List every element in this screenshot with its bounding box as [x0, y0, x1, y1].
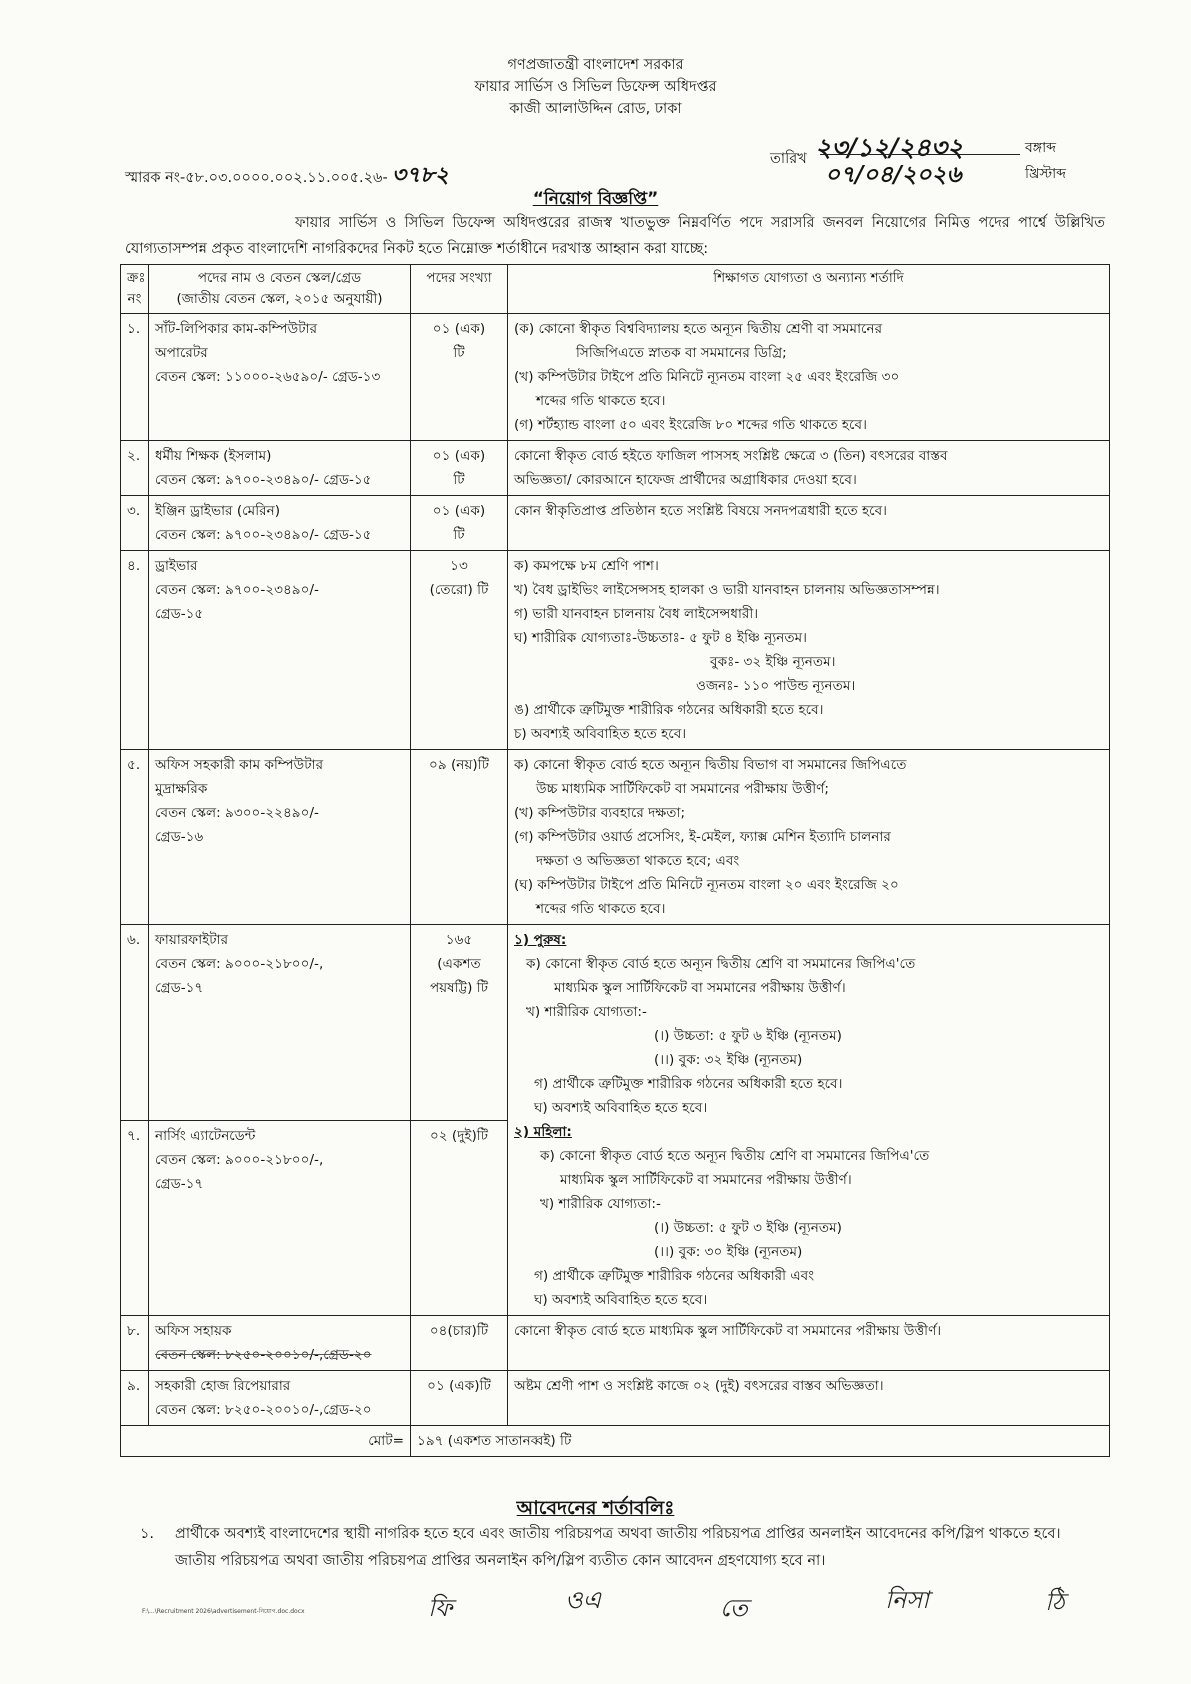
qual-line: (।।) বুক: ৩০ ইঞ্চি (ন্যূনতম) [654, 1244, 803, 1260]
qual-line: ক) কমপক্ষে ৮ম শ্রেণি পাশ। [514, 558, 659, 574]
pay-scale: বেতন স্কেল: ৯০০০-২১৮০০/-, [155, 1151, 324, 1168]
header-serial: ক্রঃ নং [121, 265, 149, 314]
count-value: ০২ (দুই)টি [429, 1127, 489, 1144]
row-qualification [508, 496, 1110, 551]
qual-line: খ) শারীরিক যোগ্যতা:- [540, 1196, 661, 1212]
qual-line: ক) কোনো স্বীকৃত বোর্ড হতে অন্যূন দ্বিতীয় শ্রেণি বা সমমানের জিপিএ'তে [526, 956, 916, 972]
grade: গ্রেড-১৬ [155, 829, 204, 845]
header-qualification: শিক্ষাগত যোগ্যতা ও অন্যান্য শর্তাদি [508, 265, 1110, 314]
total-row [121, 1426, 1110, 1457]
row-post [149, 1120, 411, 1316]
row-serial: ৩. [121, 496, 149, 551]
row-serial: ৭. [121, 1120, 149, 1316]
table-row [121, 441, 1110, 496]
qual-line: গ) ভারী যানবাহন চালনায় বৈধ লাইসেন্সধারী। [514, 606, 759, 622]
post-name-cont: মুদ্রাক্ষরিক [155, 781, 208, 797]
total-label: মোট= [121, 1426, 411, 1457]
pay-scale: বেতন স্কেল: ১১০০০-২৬৫৯০/- গ্রেড-১৩ [155, 369, 381, 385]
count-value: ১৩ [450, 558, 468, 574]
qual-line: দক্ষতা ও অভিজ্ঞতা থাকতে হবে; এবং [536, 853, 740, 869]
table-row [121, 314, 1110, 441]
pay-scale: বেতন স্কেল: ৯০০০-২১৮০০/-, [155, 956, 324, 972]
condition-text: প্রার্থীকে অবশ্যই বাংলাদেশের স্থায়ী নাগরিক হতে হবে এবং জাতীয় পরিচয়পত্র অথবা জাতীয় পরিচয়পত্র প্রাপ্তির অনলাইন আবেদনের কপি/স্লিপ থাকতে হবে। জাতীয় পরিচয়পত্র অথবা জাতীয় পরিচয়পত্র প্রাপ্তির অনলাইন কপি/স্লিপ ব্যতীত কোন আবেদন গ্রহণযোগ্য হবে না। [175, 1526, 1061, 1569]
row-count [411, 750, 508, 925]
row-count [411, 1120, 508, 1316]
count-unit: (তেরো) টি [429, 582, 489, 598]
qual-line: অষ্টম শ্রেণী পাশ ও সংশ্লিষ্ট কাজে ০২ (দুই) বৎসরের বাস্তব অভিজ্ঞতা। [514, 1378, 884, 1394]
row-count [411, 314, 508, 441]
post-name: ধর্মীয় শিক্ষক (ইসলাম) [155, 448, 272, 464]
row-serial: ৬. [121, 925, 149, 1121]
post-name: সহকারী হোজ রিপেয়ারার [155, 1378, 291, 1394]
date-divider [820, 154, 1020, 155]
count-unit: টি [453, 472, 465, 488]
pay-scale: বেতন স্কেল: ৯৭০০-২৩৪৯০/- [155, 582, 319, 598]
count-value: ০৪(চার)টি [429, 1323, 489, 1339]
notice-title-text: “নিয়োগ বিজ্ঞপ্তি” [532, 189, 659, 209]
qual-line: শব্দের গতি থাকতে হবে। [536, 901, 666, 917]
qual-line: (।।) বুক: ৩২ ইঞ্চি (ন্যূনতম) [654, 1052, 803, 1068]
date-bangla: ২৩/১২/২৪৩২ [815, 133, 964, 162]
total-value: ১৯৭ (একশত সাতানব্বই) টি [411, 1426, 1110, 1457]
qual-line: (।) উচ্চতা: ৫ ফুট ৩ ইঞ্চি (ন্যূনতম) [654, 1220, 842, 1236]
post-name: ফায়ারফাইটার [155, 932, 229, 948]
pay-scale: বেতন স্কেল: ৮২৫০-২০০১০/-,গ্রেড-২০ [155, 1402, 372, 1418]
row-count [411, 1316, 508, 1371]
table-row [121, 496, 1110, 551]
qual-line: ঘ) অবশ্যই অবিবাহিত হতে হবে। [534, 1100, 708, 1116]
qual-line: শব্দের গতি থাকতে হবে। [536, 393, 666, 409]
signature: ওএ [565, 1586, 601, 1614]
qual-line: মাধ্যমিক স্কুল সার্টিফিকেট বা সমমানের পরীক্ষায় উত্তীর্ণ। [560, 1172, 852, 1188]
date-bangla-era: বঙ্গাব্দ [1025, 140, 1056, 156]
table-row [121, 925, 1110, 1121]
qual-line: মাধ্যমিক স্কুল সার্টিফিকেট বা সমমানের পরীক্ষায় উত্তীর্ণ। [554, 980, 846, 996]
row-post [149, 750, 411, 925]
conditions-title-text: আবেদনের শর্তাবলিঃ [516, 1497, 675, 1519]
grade: গ্রেড-১৭ [155, 1175, 204, 1192]
count-value-cont: (একশত [437, 956, 481, 972]
post-name: ইঞ্জিন ড্রাইভার (মেরিন) [155, 503, 281, 519]
table-row [121, 1371, 1110, 1426]
count-unit: পয়ষট্টি) টি [429, 980, 489, 996]
qual-line: (ঘ) কম্পিউটার টাইপে প্রতি মিনিটে ন্যূনতম বাংলা ২০ এবং ইংরেজি ২০ [514, 877, 899, 893]
intro-paragraph: ফায়ার সার্ভিস ও সিভিল ডিফেন্স অধিদপ্তরের রাজস্ব খাতভুক্ত নিম্নবর্ণিত পদে সরাসরি জনবল নিয়োগের নিমিত্ত পদের পার্শ্বে উল্লিখিত যোগ্যতাসম্পন্ন প্রকৃত বাংলাদেশি নাগরিকদের নিকট হতে নিম্নোক্ত শর্তাধীনে দরখাস্ত আহ্বান করা যাচ্ছে: [125, 215, 1105, 257]
post-name: অফিস সহায়ক [155, 1323, 232, 1339]
row-post [149, 1316, 411, 1371]
female-heading: ২) মহিলা: [514, 1124, 572, 1140]
grade: গ্রেড-১৫ [155, 606, 204, 622]
grade: গ্রেড-১৭ [155, 980, 204, 996]
row-count [411, 551, 508, 750]
footer-file-path: F:\...\Recruitment 2026\advertisement-নিয়োগ.doc.docx [142, 1608, 305, 1615]
date-english: ০৭/০৪/২০২৬ [825, 161, 962, 188]
male-heading: ১) পুরুষ: [514, 932, 567, 948]
signature: ঠি [1045, 1588, 1065, 1616]
header-count: পদের সংখ্যা [411, 265, 508, 314]
qual-line: ঘ) শারীরিক যোগ্যতাঃ-উচ্চতাঃ- ৫ ফুট ৪ ইঞ্চি ন্যূনতম। [514, 630, 807, 646]
post-name: ড্রাইভার [155, 558, 198, 574]
qual-line: ঙ) প্রার্থীকে ত্রুটিমুক্ত শারীরিক গঠনের অধিকারী হতে হবে। [514, 702, 824, 718]
count-value: ০১ (এক) [432, 321, 486, 337]
qual-line: খ) শারীরিক যোগ্যতা:- [526, 1004, 647, 1020]
qual-line: সিজিপিএতে স্নাতক বা সমমানের ডিগ্রি; [576, 345, 787, 361]
row-serial: ৮. [121, 1316, 149, 1371]
pay-scale: বেতন স্কেল: ৯৭০০-২৩৪৯০/- গ্রেড-১৫ [155, 527, 372, 543]
qual-line: উচ্চ মাধ্যমিক সার্টিফিকেট বা সমমানের পরীক্ষায় উত্তীর্ণ; [536, 781, 829, 797]
department-address: কাজী আলাউদ্দিন রোড, ঢাকা [509, 101, 682, 117]
qual-line: (।) উচ্চতা: ৫ ফুট ৬ ইঞ্চি (ন্যূনতম) [654, 1028, 842, 1044]
row-post [149, 1371, 411, 1426]
qual-line: কোনো স্বীকৃত বোর্ড হতে মাধ্যমিক স্কুল সার্টিফিকেট বা সমমানের পরীক্ষায় উত্তীর্ণ। [514, 1323, 942, 1339]
condition-number: ১. [140, 1526, 155, 1542]
signature: নিসা [885, 1586, 930, 1614]
qual-line: (ক) কোনো স্বীকৃত বিশ্ববিদ্যালয় হতে অন্যূন দ্বিতীয় শ্রেণী বা সমমানের [514, 321, 883, 337]
count-unit: টি [453, 527, 465, 543]
qual-line: (খ) কম্পিউটার টাইপে প্রতি মিনিটে ন্যূনতম বাংলা ২৫ এবং ইংরেজি ৩০ [514, 369, 900, 385]
qual-line: ক) কোনো স্বীকৃত বোর্ড হতে অন্যূন দ্বিতীয় শ্রেণি বা সমমানের জিপিএ'তে [540, 1148, 930, 1164]
row-serial: ২. [121, 441, 149, 496]
header-post [149, 265, 411, 314]
count-value: ০১ (এক) [432, 448, 486, 464]
vacancy-table [120, 264, 1110, 1457]
row-qualification [508, 750, 1110, 925]
row-post [149, 314, 411, 441]
pay-scale: বেতন স্কেল: ৯৩০০-২২৪৯০/- [155, 805, 319, 821]
table-header-row [121, 265, 1110, 314]
qual-line: (খ) কম্পিউটার ব্যবহারে দক্ষতা; [514, 805, 686, 821]
qual-line: গ) প্রার্থীকে ত্রুটিমুক্ত শারীরিক গঠনের অধিকারী হতে হবে। [534, 1076, 843, 1092]
row-qualification [508, 551, 1110, 750]
date-label: তারিখ [770, 151, 807, 167]
table-row [121, 750, 1110, 925]
row-post [149, 925, 411, 1121]
count-unit: টি [453, 345, 465, 361]
govt-name: গণপ্রজাতন্ত্রী বাংলাদেশ সরকার [507, 57, 684, 73]
qual-line: বুকঃ- ৩২ ইঞ্চি ন্যূনতম। [710, 654, 836, 670]
qual-line: চ) অবশ্যই অবিবাহিত হতে হবে। [514, 726, 687, 742]
row-count [411, 925, 508, 1121]
date-english-era: খ্রিস্টাব্দ [1025, 166, 1067, 182]
row-qualification [508, 441, 1110, 496]
qual-line: ঘ) অবশ্যই অবিবাহিত হতে হবে। [534, 1292, 708, 1308]
header-post-line2: (জাতীয় বেতন স্কেল, ২০১৫ অনুযায়ী) [176, 291, 383, 307]
qual-line: ওজনঃ- ১১০ পাউন্ড ন্যূনতম। [696, 678, 856, 694]
row-count [411, 1371, 508, 1426]
signature: তে [720, 1594, 748, 1622]
pay-scale: বেতন স্কেল: ৮২৫০-২০০১০/-,গ্রেড-২০ [155, 1347, 372, 1363]
row-serial: ১. [121, 314, 149, 441]
post-name: সাঁট-লিপিকার কাম-কম্পিউটার [155, 321, 318, 337]
pay-scale: বেতন স্কেল: ৯৭০০-২৩৪৯০/- গ্রেড-১৫ [155, 472, 372, 488]
header-post-line1: পদের নাম ও বেতন স্কেল/গ্রেড [197, 270, 362, 286]
row-count [411, 441, 508, 496]
qual-line: গ) প্রার্থীকে ত্রুটিমুক্ত শারীরিক গঠনের অধিকারী এবং [534, 1268, 815, 1284]
count-value: ০১ (এক)টি [427, 1378, 491, 1394]
row-serial: ৪. [121, 551, 149, 750]
qual-line: খ) বৈধ ড্রাইভিং লাইসেন্সসহ হালকা ও ভারী যানবাহন চালনায় অভিজ্ঞতাসম্পন্ন। [514, 582, 940, 598]
qual-line: অভিজ্ঞতা/ কোরআনে হাফেজ প্রার্থীদের অগ্রাধিকার দেওয়া হবে। [514, 472, 857, 488]
post-name: নার্সিং এ্যাটেনডেন্ট [155, 1127, 256, 1144]
row-post [149, 551, 411, 750]
row-serial: ৯. [121, 1371, 149, 1426]
row-post [149, 496, 411, 551]
row-qualification [508, 1316, 1110, 1371]
row-serial: ৫. [121, 750, 149, 925]
row-qualification [508, 314, 1110, 441]
count-value: ১৬৫ [445, 932, 473, 948]
count-value: ০৯ (নয়)টি [428, 757, 489, 773]
post-name-cont: অপারেটর [155, 345, 208, 361]
memo-prefix: স্মারক নং-৫৮.০৩.০০০০.০০২.১১.০০৫.২৬- [125, 170, 388, 186]
table-row [121, 1316, 1110, 1371]
qual-line: (গ) কম্পিউটার ওয়ার্ড প্রসেসিং, ই-মেইল, ফ্যাক্স মেশিন ইত্যাদি চালনার [514, 829, 891, 845]
qual-line: (গ) শর্টহ্যান্ড বাংলা ৫০ এবং ইংরেজি ৮০ শব্দের গতি থাকতে হবে। [514, 417, 867, 433]
condition-item [140, 1521, 1100, 1575]
department-name: ফায়ার সার্ভিস ও সিভিল ডিফেন্স অধিদপ্তর [474, 79, 717, 95]
qual-line: ক) কোনো স্বীকৃত বোর্ড হতে অন্যূন দ্বিতীয় বিভাগ বা সমমানের জিপিএতে [514, 757, 907, 773]
row-count [411, 496, 508, 551]
memo-handwritten-number: ৩৭৮২ [391, 162, 449, 188]
qual-line: কোন স্বীকৃতিপ্রাপ্ত প্রতিষ্ঠান হতে সংশ্লিষ্ট বিষয়ে সনদপত্রধারী হতে হবে। [514, 503, 887, 519]
qual-line: কোনো স্বীকৃত বোর্ড হইতে ফাজিল পাসসহ সংশ্লিষ্ট ক্ষেত্রে ৩ (তিন) বৎসরের বাস্তব [514, 448, 948, 464]
signature: ফি [428, 1594, 453, 1622]
post-name: অফিস সহকারী কাম কম্পিউটার [155, 757, 324, 773]
row-post [149, 441, 411, 496]
row-qualification [508, 1371, 1110, 1426]
table-row [121, 551, 1110, 750]
row-qualification-shared [508, 925, 1110, 1316]
count-value: ০১ (এক) [432, 503, 486, 519]
